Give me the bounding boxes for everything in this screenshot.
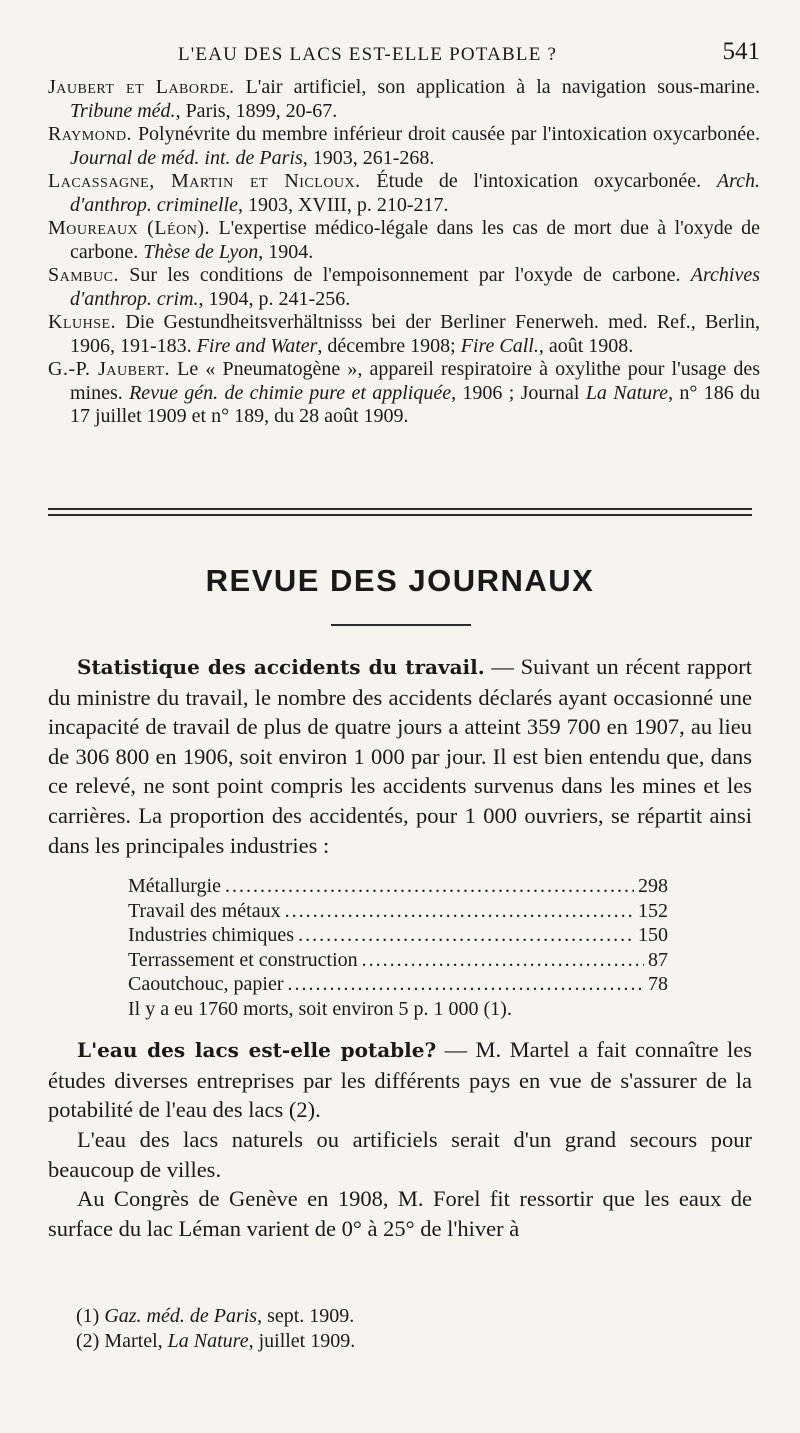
stat-row: [128, 874, 668, 899]
footnote-journal: Gaz. méd. de Paris: [104, 1305, 258, 1327]
rule-line: [48, 514, 752, 516]
reference-details: , 1903, XVIII, p. 210-217.: [237, 193, 449, 216]
stat-row: [128, 972, 668, 997]
reference-text: Polynévrite du membre inférieur droit causée par l'intoxication oxycarbonée.: [132, 123, 760, 145]
reference-entry: [48, 311, 760, 358]
reference-journal: Fire and Water: [196, 334, 318, 357]
footnotes: [76, 1304, 756, 1353]
reference-details: , 1903, 261-268.: [302, 146, 435, 169]
footnote-text: , juillet 1909.: [248, 1329, 356, 1352]
leader-dots: [362, 948, 644, 973]
running-head: [48, 38, 760, 72]
leader-dots: [288, 972, 645, 997]
footnote-author: Martel,: [104, 1329, 168, 1352]
reference-authors: Kluhse.: [48, 311, 117, 333]
reference-journal: Archives d'anthrop. crim.: [70, 264, 760, 310]
stat-value: 78: [648, 973, 668, 996]
reference-text: L'air artificiel, son application à la navigation sous-marine.: [234, 76, 760, 98]
reference-journal: Journal de méd. int. de Paris: [70, 146, 303, 169]
footnote: [76, 1304, 756, 1329]
reference-text: L'expertise médico-légale dans les cas de mort due à l'oxyde de carbone.: [70, 217, 760, 263]
stat-label: Industries chimiques: [128, 924, 295, 947]
article-paragraph: Au Congrès de Genève en 1908, M. Forel fit ressortir que les eaux de surface du lac Léman varient de 0° à 25° de l'hiver à: [48, 1186, 752, 1241]
stat-note: Il y a eu 1760 morts, soit environ 5 p. 1 000 (1).: [128, 997, 512, 1020]
reference-authors: Sambuc.: [48, 264, 119, 286]
reference-journal: Revue gén. de chimie pure et appliquée: [129, 381, 452, 404]
reference-entry: [48, 76, 760, 123]
stat-row: [128, 923, 668, 948]
reference-entry: [48, 217, 760, 264]
reference-authors: G.-P. Jaubert.: [48, 358, 171, 380]
reference-details: , 1904.: [258, 240, 314, 263]
article-text: — Suivant un récent rapport du ministre du travail, le nombre des accidents déclarés ayant occasionné une incapacité de travail de plus de quatre jours a atteint 359 700 en 1907, au lieu de 306 800 en 1906, soit environ 1 000 par jour. Il est bien entendu que, dans ce relevé, ne sont point compris les accidents survenus dans les mines et les carrières. La proportion des accidentés, pour 1 000 ouvriers, se répartit ainsi dans les principales industries :: [48, 654, 752, 858]
section-title: REVUE DES JOURNAUX: [205, 563, 595, 598]
article-heading: L'eau des lacs est-elle potable?: [77, 1038, 437, 1063]
title-underline: [331, 624, 471, 626]
reference-entry: [48, 170, 760, 217]
stat-value: 150: [638, 924, 668, 947]
reference-entry: [48, 358, 760, 429]
reference-journal: Tribune méd.: [70, 99, 176, 122]
reference-text: , 1906 ; Journal: [451, 381, 586, 404]
statistics-table: [128, 874, 668, 1021]
double-rule-divider: [48, 508, 752, 520]
reference-authors: Jaubert et Laborde.: [48, 76, 235, 98]
reference-details: , 1904, p. 241-256.: [198, 287, 351, 310]
footnote-number: (1): [76, 1305, 105, 1327]
stat-value: 87: [648, 948, 668, 971]
footnote-journal: La Nature: [167, 1329, 249, 1352]
reference-text: Die Gestundheitsverhältnisss bei der Berliner Fenerweh. med. Ref., Berlin, 1906, 191-183.: [70, 311, 760, 357]
article-heading: Statistique des accidents du travail.: [77, 655, 485, 679]
reference-authors: Lacassagne, Martin et Nicloux.: [48, 170, 361, 192]
stat-label: Métallurgie: [128, 875, 221, 898]
stat-value: 298: [638, 875, 668, 898]
reference-entry: [48, 264, 760, 311]
stat-row: [128, 899, 668, 924]
leader-dots: [285, 899, 634, 924]
stat-label: Travail des métaux: [128, 899, 281, 922]
reference-entry: [48, 123, 760, 170]
running-head-title: L'EAU DES LACS EST-ELLE POTABLE ?: [178, 44, 558, 65]
reference-text: Étude de l'intoxication oxycarbonée.: [360, 170, 717, 192]
reference-text: , décembre 1908;: [317, 334, 461, 357]
leader-dots: [298, 923, 634, 948]
stat-label: Caoutchouc, papier: [128, 973, 284, 996]
page-number: 541: [722, 38, 760, 65]
rule-line: [48, 508, 752, 510]
reference-journal: Thèse de Lyon: [143, 240, 259, 263]
article-paragraph: [48, 652, 752, 860]
article-body: [48, 652, 752, 1243]
leader-dots: [225, 874, 634, 899]
article-paragraph: [48, 1035, 752, 1125]
footnote-text: , sept. 1909.: [257, 1305, 355, 1327]
footnote-number: (2): [76, 1329, 105, 1352]
reference-authors: Moureaux (Léon).: [48, 217, 210, 239]
reference-details: , n° 186 du 17 juillet 1909 et n° 189, du 28 août 1909.: [70, 381, 761, 427]
stat-label: Terrassement et construction: [128, 948, 358, 971]
reference-details: , août 1908.: [538, 334, 634, 357]
stat-value: 152: [638, 899, 668, 922]
footnote: [76, 1329, 756, 1354]
reference-text: Sur les conditions de l'empoisonnement par l'oxyde de carbone.: [118, 264, 691, 286]
article-text: — M. Martel a fait connaître les études diverses entreprises par les différents pays en vue de s'assurer de la potabilité de l'eau des lacs (2).: [48, 1037, 752, 1123]
stat-row: [128, 948, 668, 973]
reference-journal: Fire Call.: [460, 334, 539, 357]
article-paragraph: L'eau des lacs naturels ou artificiels serait d'un grand secours pour beaucoup de villes.: [48, 1126, 752, 1182]
reference-authors: Raymond.: [48, 123, 133, 145]
reference-journal: La Nature: [585, 381, 669, 404]
reference-journal: Arch. d'anthrop. criminelle: [70, 170, 760, 216]
reference-text: Le « Pneumatogène », appareil respiratoire à oxylithe pour l'usage des mines.: [70, 358, 760, 404]
bibliography: [48, 76, 760, 429]
reference-details: , Paris, 1899, 20-67.: [175, 99, 338, 122]
